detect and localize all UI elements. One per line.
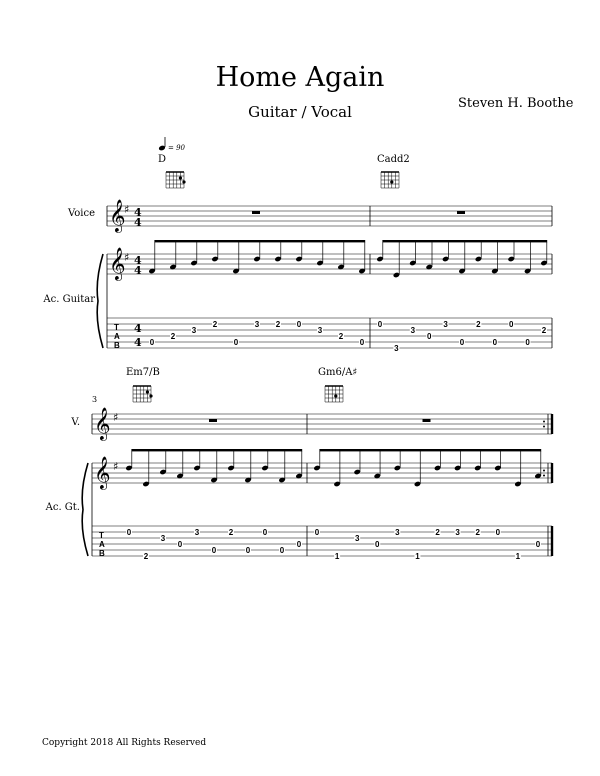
system-2-tab-number: 0 [535,540,541,549]
system-1-brace [97,254,103,348]
system-1-whole-rest [457,211,465,214]
system-2-tab-number: 2 [475,528,480,537]
system-1-chord-name-2: Cadd2 [377,154,410,165]
system-1-voice-label: Voice [67,208,95,219]
system-1-tab-number: 2 [170,332,176,341]
tempo-marking: = 90 [168,144,185,152]
system-1-tab-number: 3 [317,326,323,335]
system-1-tab-number: 3 [394,344,399,353]
system-1-time-signature-top: 4 [134,206,142,219]
system-2-tab-number: 3 [194,528,200,537]
system-2-tab-number: 0 [495,528,501,537]
system-2-tab-clef-letter: T [99,531,104,540]
system-1-tab-time-top: 4 [134,322,142,335]
system-1-tab-number: 0 [508,320,514,329]
system-1-tab-number: 2 [476,320,481,329]
system-1-guitar-label: Ac. Guitar [43,294,95,305]
system-1-voice-treble-clef: 𝄞 [109,199,126,232]
system-1-tab-number: 0 [296,320,302,329]
system-2-tab-number: 3 [354,534,360,543]
system-1-guitar-treble-clef: 𝄞 [109,247,126,280]
system-2-guitar-label: Ac. Gt. [45,502,80,513]
system-2-tab-number: 0 [296,540,302,549]
system-2-tab-clef-letter: B [99,549,105,558]
system-1-key-signature-sharp: ♯ [124,251,130,264]
system-2-whole-rest [423,419,431,422]
system-1-tab-clef-letter: A [114,332,120,341]
system-1-time-signature-bottom: 4 [134,216,142,229]
system-2-tab-number: 0 [245,546,251,555]
system-2-chord-name-1: Em7/B [126,367,160,378]
system-2-brace [82,463,88,556]
system-2-guitar-beam [131,449,302,451]
system-1-tab-clef-letter: B [114,341,120,350]
system-1-tab-time-bottom: 4 [134,336,142,349]
system-1-tab-number: 3 [191,326,197,335]
system-2-tab-number: 0 [262,528,268,537]
system-2-tab-number: 0 [211,546,217,555]
system-1-time-signature-top: 4 [134,254,142,267]
system-2-key-signature-sharp: ♯ [113,460,119,473]
system-1-guitar-beam [382,240,547,242]
system-1-tab-number: 3 [410,326,416,335]
system-1-chord-name-1: D [158,154,167,165]
system-2-voice-treble-clef: 𝄞 [94,407,111,440]
system-1-tab-number: 0 [492,338,498,347]
system-2-repeat-dot [543,470,545,472]
system-2-tab-number: 0 [126,528,132,537]
system-2-tab-number: 0 [314,528,320,537]
system-2-tab-number: 1 [334,552,340,561]
system-1-guitar-beam [154,240,365,242]
system-2-tab-number: 1 [415,552,420,561]
system-2-whole-rest [209,419,217,422]
system-1-tab-number: 0 [149,338,155,347]
system-2-tab-number: 0 [375,540,380,549]
system-2-tab-number: 2 [435,528,440,537]
system-1-tab-number: 0 [233,338,239,347]
system-2-tab-number: 3 [455,528,460,537]
system-1-tab-number: 0 [359,338,365,347]
composer-name: Steven H. Boothe [458,96,574,111]
system-2-tab-number: 1 [515,552,521,561]
system-1-key-signature-sharp: ♯ [124,203,130,216]
system-2-voice-label: V. [71,417,80,428]
system-2-chord-dot [334,394,337,397]
system-2-tab-number: 2 [228,528,234,537]
system-1-tab-number: 2 [338,332,344,341]
system-1-tab-number: 0 [525,338,530,347]
song-title: Home Again [215,62,385,93]
system-2-chord-dot [146,390,149,393]
system-1-chord-dot [182,180,185,183]
system-2-guitar-treble-clef: 𝄞 [94,456,111,489]
system-2-tab-clef-letter: A [99,540,105,549]
system-2-key-signature-sharp: ♯ [113,411,119,424]
system-1-chord-dot [390,180,393,183]
song-subtitle: Guitar / Vocal [248,103,352,121]
system-2-measure-number: 3 [92,395,98,404]
system-2-repeat-dot [543,421,545,423]
system-2-repeat-dot [543,475,545,477]
system-1-tab-number: 0 [459,338,465,347]
system-2-chord-name-2: Gm6/A♯ [318,367,358,378]
system-2-tab-number: 3 [160,534,166,543]
system-1-tab-number: 2 [275,320,281,329]
system-1-tab-number: 0 [377,320,383,329]
system-2-chord-dot [149,394,152,397]
copyright-notice: Copyright 2018 All Rights Reserved [42,738,207,748]
system-1-chord-dot [179,176,182,179]
system-1-tab-number: 2 [212,320,218,329]
system-2-tab-number: 0 [279,546,285,555]
system-2-tab-number: 0 [177,540,183,549]
system-1-whole-rest [252,211,260,214]
system-1-tab-number: 0 [426,332,432,341]
system-1-tab-clef-letter: T [114,323,119,332]
system-2-tab-number: 2 [143,552,149,561]
system-1-tab-number: 3 [254,320,260,329]
system-1-tab-number: 2 [541,326,547,335]
system-1-tab-number: 3 [443,320,448,329]
system-2-repeat-dot [543,426,545,428]
system-2-guitar-beam [319,449,541,451]
system-1-time-signature-bottom: 4 [134,264,142,277]
system-2-tab-number: 3 [395,528,400,537]
